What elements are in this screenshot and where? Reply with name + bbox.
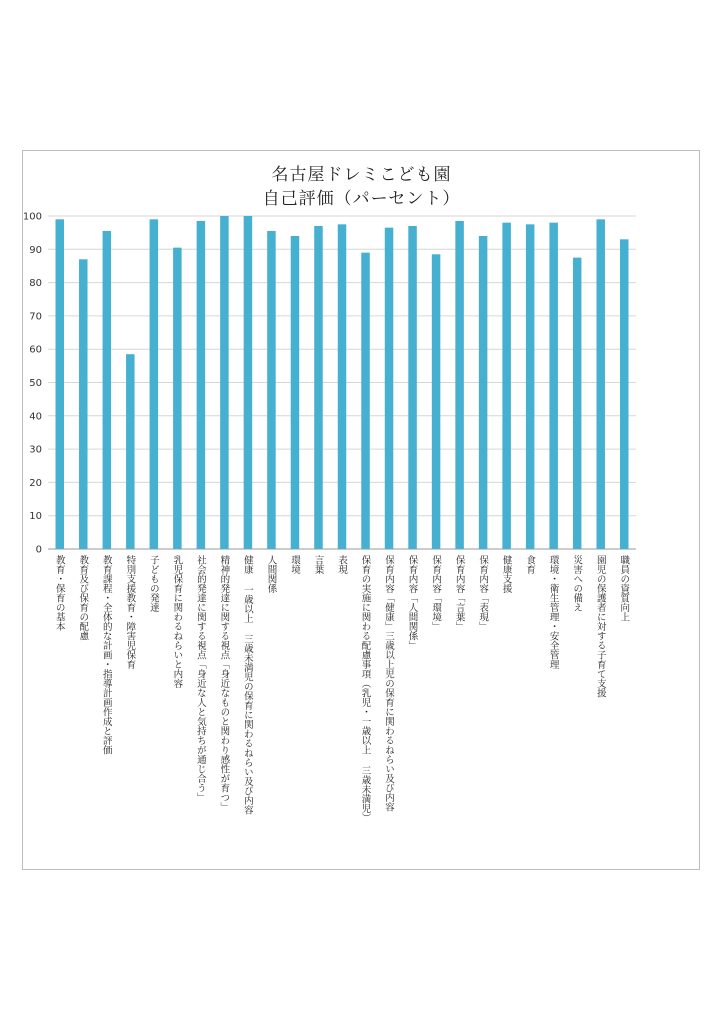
category-label: 保育内容「人間関係」 (406, 555, 418, 650)
bar (432, 254, 441, 549)
bar (526, 224, 535, 549)
category-label: 精神的発達に関する視点「身近なものと関わり感性が育つ」 (218, 555, 230, 812)
bar (267, 231, 276, 549)
y-tick-label: 80 (29, 278, 42, 290)
category-label: 環境 (288, 555, 300, 574)
y-tick-label: 70 (29, 311, 42, 323)
y-tick-label: 100 (22, 211, 42, 223)
category-label: 乳児保育に関わるねらいと内容 (171, 555, 183, 688)
y-tick-label: 60 (29, 344, 42, 356)
category-label: 健康支援 (500, 555, 512, 593)
bar (408, 226, 417, 549)
bar (56, 219, 64, 549)
bar (385, 228, 394, 549)
y-tick-label: 0 (35, 544, 42, 556)
bar (479, 236, 488, 549)
bar (502, 223, 511, 549)
bar (455, 221, 464, 549)
category-label: 職員の資質向上 (618, 555, 630, 622)
bar (291, 236, 300, 549)
category-label: 健康 一歳以上 三歳未満児の保育に関わるねらい及び内容 (241, 555, 253, 815)
y-tick-label: 90 (29, 244, 42, 256)
bar (596, 219, 605, 549)
y-tick-label: 20 (29, 477, 42, 489)
bar (197, 221, 206, 549)
bar (173, 248, 182, 549)
bar (150, 219, 159, 549)
bar (549, 223, 558, 549)
bar (314, 226, 323, 549)
bar (103, 231, 112, 549)
bar (361, 253, 370, 549)
category-label: 保育内容「環境」 (430, 555, 442, 631)
category-label: 保育内容「健康」三歳以上児の保育に関わるねらい及び内容 (383, 555, 395, 812)
y-tick-label: 50 (29, 378, 42, 389)
bar (244, 216, 253, 549)
category-label: 表現 (336, 555, 347, 574)
category-label: 保育の実施に関わる配慮事項（乳児・一歳以上 三歳未満児） (359, 555, 371, 823)
category-label: 環境・衛生管理・安全管理 (547, 555, 559, 669)
category-label: 保育内容「言葉」 (453, 555, 465, 631)
y-tick-label: 30 (29, 444, 42, 456)
y-tick-label: 10 (29, 511, 42, 523)
category-label: 食育 (524, 555, 536, 574)
category-label: 保育内容「表現」 (477, 555, 489, 631)
category-label: 災害への備え (571, 555, 583, 612)
y-tick-label: 40 (29, 411, 42, 423)
category-label: 子どもの発達 (147, 555, 159, 612)
category-label: 教育・保育の基本 (53, 555, 65, 631)
category-label: 特別支援教育・障害児保育 (124, 555, 136, 669)
category-label: 言葉 (312, 555, 324, 574)
category-label: 教育課程・全体的な計画・指導計画作成と評価 (100, 555, 112, 755)
bar (620, 239, 629, 549)
chart-title: 名古屋ドレミこども園 (271, 165, 452, 185)
category-label: 園児の保護者に対する子育て支援 (594, 555, 606, 698)
bar (79, 259, 88, 549)
bar (220, 216, 229, 549)
bar (126, 354, 135, 549)
chart-subtitle: 自己評価（パーセント） (262, 189, 461, 209)
category-label: 社会的発達に関する視点「身近な人と気持ちが通じ合う」 (194, 555, 206, 802)
category-label: 人間関係 (265, 555, 277, 593)
bar (573, 258, 582, 549)
bar (338, 224, 347, 549)
category-label: 教育及び保育の配慮 (77, 555, 89, 641)
